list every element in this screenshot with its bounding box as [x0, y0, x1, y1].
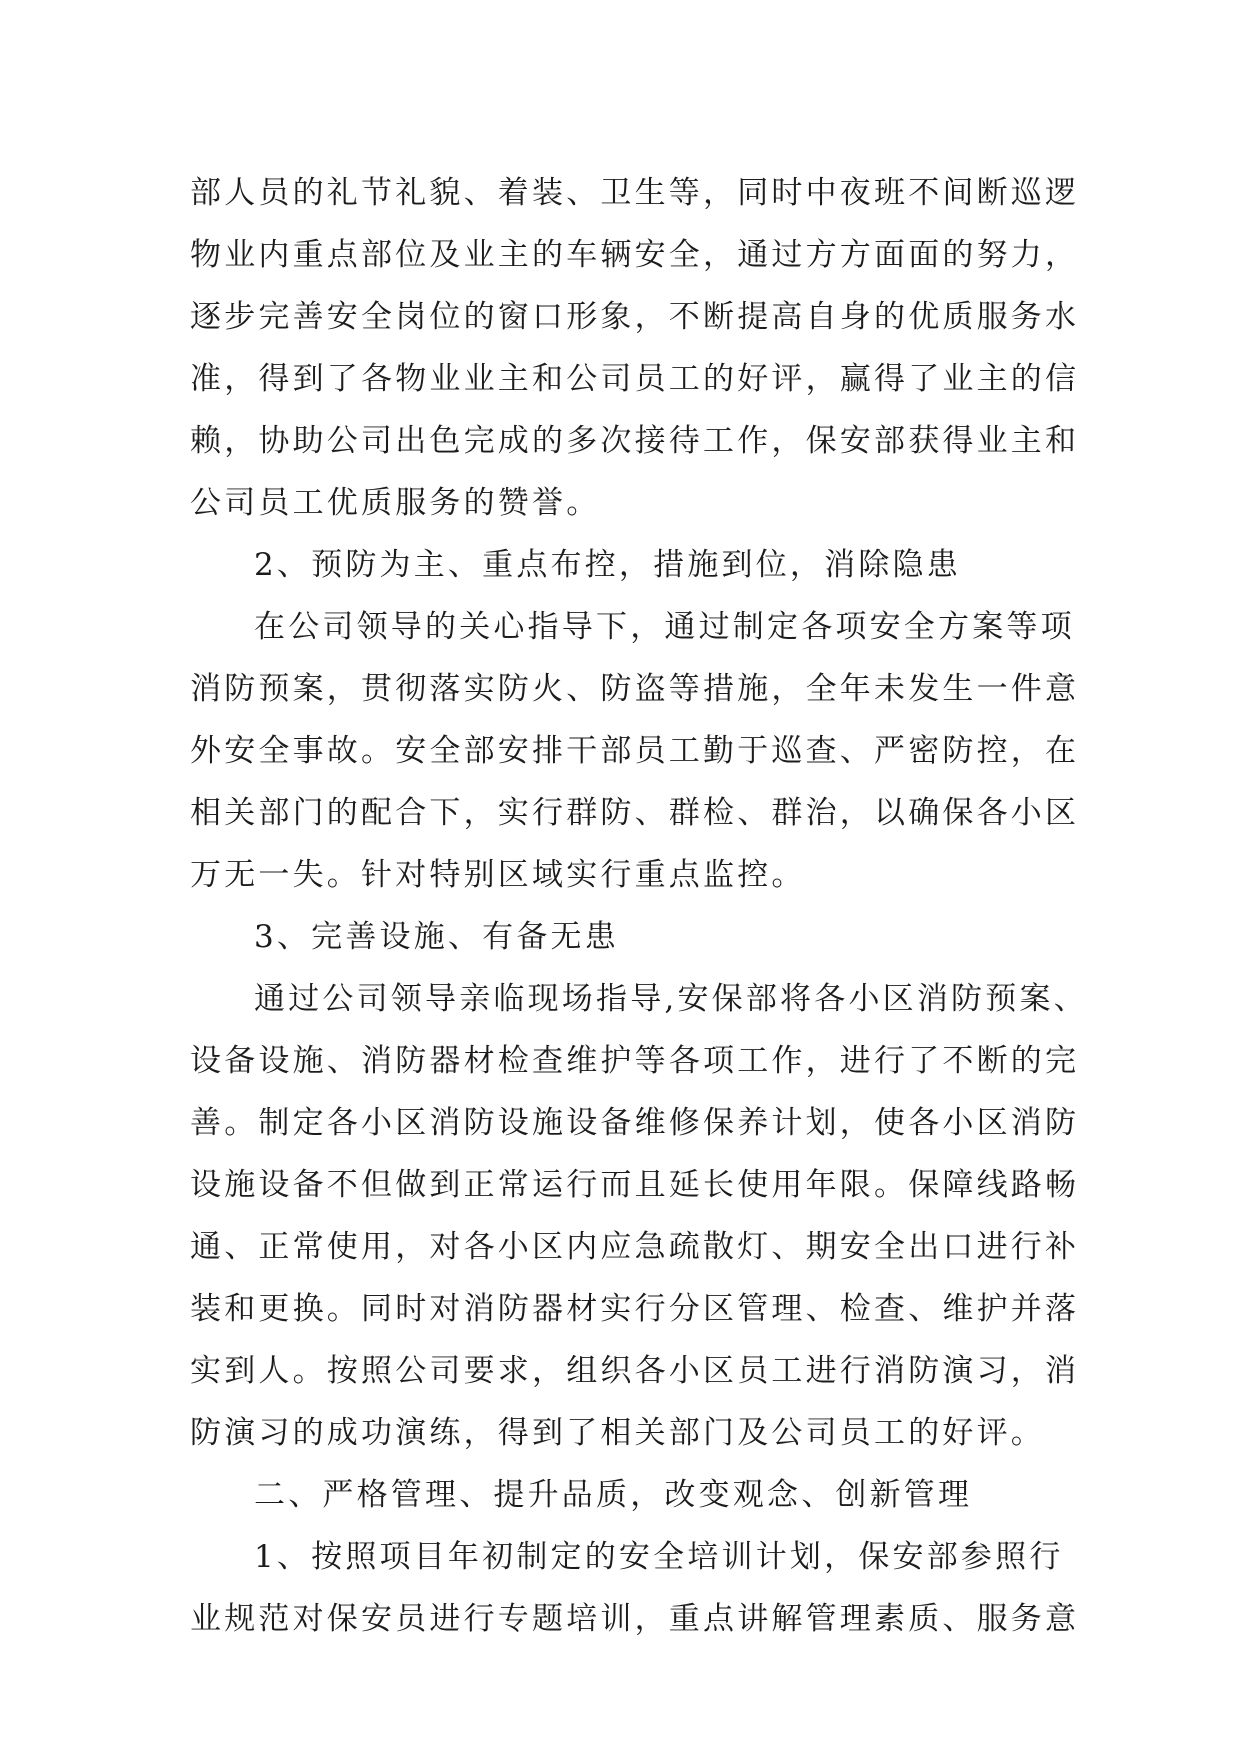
text-line: 装和更换。同时对消防器材实行分区管理、检查、维护并落 — [190, 1291, 1080, 1327]
text-line: 通过公司领导亲临现场指导,安保部将各小区消防预案、 — [254, 981, 1088, 1017]
text-line: 赖，协助公司出色完成的多次接待工作，保安部获得业主和 — [190, 423, 1080, 459]
text-line: 相关部门的配合下，实行群防、群检、群治，以确保各小区 — [190, 795, 1080, 831]
text-line: 设施设备不但做到正常运行而且延长使用年限。保障线路畅 — [190, 1167, 1080, 1203]
text-line: 通、正常使用，对各小区内应急疏散灯、期安全出口进行补 — [190, 1229, 1080, 1265]
text-line: 在公司领导的关心指导下，通过制定各项安全方案等项 — [254, 609, 1075, 645]
text-line: 设备设施、消防器材检查维护等各项工作，进行了不断的完 — [190, 1043, 1080, 1079]
text-line: 善。制定各小区消防设施设备维修保养计划，使各小区消防 — [190, 1105, 1080, 1141]
text-line: 部人员的礼节礼貌、着装、卫生等，同时中夜班不间断巡逻 — [190, 175, 1080, 211]
text-line: 2、预防为主、重点布控，措施到位，消除隐患 — [254, 547, 961, 583]
text-line: 消防预案，贯彻落实防火、防盗等措施，全年未发生一件意 — [190, 671, 1080, 707]
text-line: 物业内重点部位及业主的车辆安全，通过方方面面的努力， — [190, 237, 1080, 273]
text-line: 实到人。按照公司要求，组织各小区员工进行消防演习，消 — [190, 1353, 1080, 1389]
text-line: 准，得到了各物业业主和公司员工的好评，赢得了业主的信 — [190, 361, 1080, 397]
text-line: 防演习的成功演练，得到了相关部门及公司员工的好评。 — [190, 1415, 1045, 1451]
text-line: 二、严格管理、提升品质，改变观念、创新管理 — [254, 1477, 973, 1513]
text-line: 业规范对保安员进行专题培训，重点讲解管理素质、服务意 — [190, 1601, 1080, 1637]
text-line: 1、按照项目年初制定的安全培训计划，保安部参照行 — [254, 1539, 1064, 1575]
text-line: 逐步完善安全岗位的窗口形象，不断提高自身的优质服务水 — [190, 299, 1080, 335]
text-line: 3、完善设施、有备无患 — [254, 919, 619, 955]
text-line: 外安全事故。安全部安排干部员工勤于巡查、严密防控，在 — [190, 733, 1080, 769]
text-line: 公司员工优质服务的赞誉。 — [190, 485, 601, 521]
text-line: 万无一失。针对特别区域实行重点监控。 — [190, 857, 806, 893]
document-body — [190, 162, 1088, 1650]
